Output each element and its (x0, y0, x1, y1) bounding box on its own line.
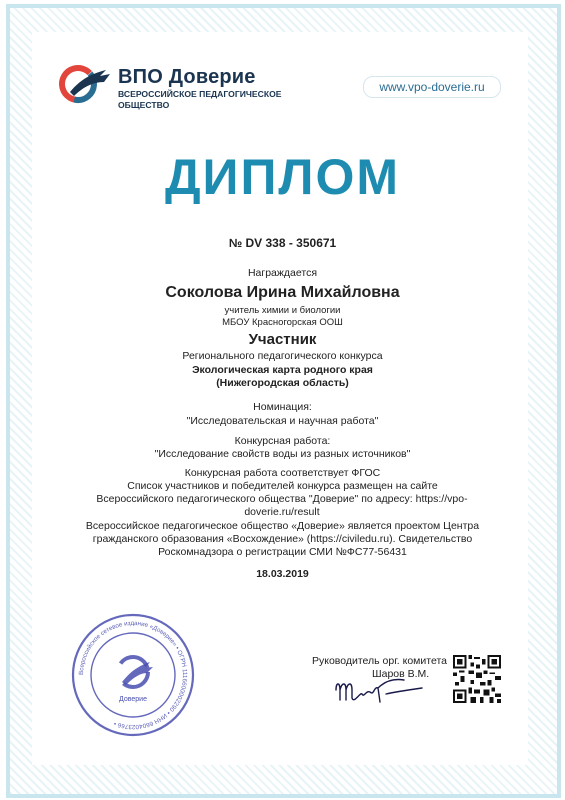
recipient-position: учитель химии и биологии (224, 305, 341, 316)
awarded-label: Награждается (247, 267, 318, 279)
results-note-line3: doverie.ru/result (244, 506, 320, 518)
participant-status: Участник (248, 331, 317, 348)
round-seal-stamp (70, 612, 196, 738)
diploma-number: № DV 338 - 350671 (228, 236, 337, 250)
org-title: ВПО Доверие (118, 66, 256, 88)
org-subtitle: ВСЕРОССИЙСКОЕ ПЕДАГОГИЧЕСКОЕ ОБЩЕСТВО (118, 89, 282, 110)
contest-type: Регионального педагогического конкурса (182, 350, 383, 362)
work-value: "Исследование свойств воды из разных источников" (154, 448, 411, 460)
diploma-title: ДИПЛОМ (164, 149, 401, 205)
signer-title: Руководитель орг. комитета (312, 655, 447, 667)
project-note: Всероссийское педагогическое общество «Доверие» является проектом Центра гражданского образования «Восхождение» (https://civiledu.ru). Свидетельство Роскомнадзора о регистрации СМИ №ФС77-56431 (85, 520, 480, 558)
results-note-line1: Список участников и победителей конкурса размещен на сайте (127, 480, 438, 492)
vpo-doverie-logo-icon (56, 62, 116, 106)
seal-ring-text: Всероссийское сетевое издание «Доверие» • ОГРН 1116600002290 • ИНН 6604023766 • (77, 619, 189, 731)
nomination-value: "Исследовательская и научная работа" (186, 415, 379, 427)
seal-center-text: Доверие (119, 696, 147, 703)
issue-date: 18.03.2019 (256, 568, 309, 580)
nomination-label: Номинация: (253, 401, 312, 413)
contest-name: Экологическая карта родного края (192, 364, 373, 376)
work-label: Конкурсная работа: (234, 435, 331, 447)
recipient-school: МБОУ Красногорская ООШ (222, 317, 343, 328)
site-url-link[interactable]: www.vpo-doverie.ru (363, 76, 501, 98)
contest-region: (Нижегородская область) (216, 377, 349, 389)
recipient-name: Соколова Ирина Михайловна (165, 284, 400, 301)
signer-name: Шаров В.М. (372, 668, 430, 680)
qr-code-icon[interactable] (453, 655, 501, 703)
results-note-line2: Всероссийского педагогического общества "Доверие" по адресу: https://vpo- (96, 493, 468, 505)
handwritten-signature (330, 668, 426, 714)
fgos-note: Конкурсная работа соответствует ФГОС (184, 467, 381, 479)
